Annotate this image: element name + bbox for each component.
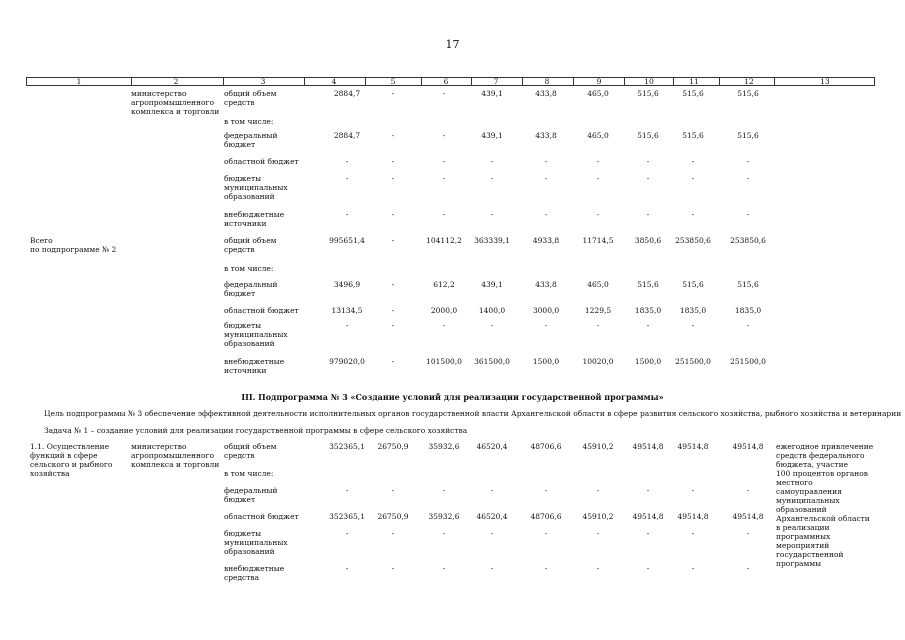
block3-row-label: областной бюджет xyxy=(224,512,299,521)
block2-value: 515,6 xyxy=(637,280,659,289)
block3-value: - xyxy=(442,564,446,573)
block3-value: 46520,4 xyxy=(476,442,508,451)
block1-value: - xyxy=(746,210,750,219)
block3-row-label: внебюджетные средства xyxy=(224,564,285,582)
block3-value: - xyxy=(691,564,695,573)
block2-value: 979020,0 xyxy=(329,357,365,366)
header-col-9: 9 xyxy=(596,77,602,86)
header-col-3: 3 xyxy=(260,77,266,86)
block1-value: - xyxy=(596,157,600,166)
block1-value: - xyxy=(646,210,650,219)
block3-value: - xyxy=(345,529,349,538)
block2-value: - xyxy=(746,321,750,330)
block2-value: 1835,0 xyxy=(734,306,762,315)
header-divider xyxy=(719,78,720,85)
block1-value: 465,0 xyxy=(587,89,609,98)
block3-value: - xyxy=(345,486,349,495)
header-divider xyxy=(573,78,574,85)
block2-value: 1835,0 xyxy=(679,306,707,315)
block1-value: - xyxy=(391,131,395,140)
block1-value: - xyxy=(490,210,494,219)
block1-row-label: в том числе: xyxy=(224,117,274,126)
header-divider xyxy=(522,78,523,85)
block2-value: 3850,6 xyxy=(634,236,662,245)
block2-value: 104112,2 xyxy=(426,236,462,245)
block2-value: 515,6 xyxy=(737,280,759,289)
block3-col13: ежегодное привлечение средств федерального бюджета, участие 100 процентов органов местного самоуправления муниципальных образований Архангельской области в реализации программных мероприятий государственной программы xyxy=(776,442,874,568)
block1-value: 2884,7 xyxy=(333,131,361,140)
block2-value: 253850,6 xyxy=(730,236,766,245)
page-number: 17 xyxy=(445,38,460,51)
block2-value: - xyxy=(691,321,695,330)
header-col-7: 7 xyxy=(493,77,499,86)
block3-row-label: бюджеты муниципальных образований xyxy=(224,529,288,556)
block3-value: 46520,4 xyxy=(476,512,508,521)
header-divider xyxy=(304,78,305,85)
subprogram-task: Задача № 1 – создание условий для реализации государственной программы в сфере сельского хозяйства xyxy=(44,426,468,435)
header-col-6: 6 xyxy=(443,77,449,86)
block2-value: 1400,0 xyxy=(478,306,506,315)
block1-value: 2884,7 xyxy=(333,89,361,98)
block2-value: - xyxy=(544,321,548,330)
block2-value: - xyxy=(442,321,446,330)
block1-value: - xyxy=(691,174,695,183)
block1-value: 515,6 xyxy=(637,89,659,98)
block2-value: 11714,5 xyxy=(582,236,614,245)
block2-value: 251500,0 xyxy=(675,357,711,366)
block2-value: - xyxy=(391,236,395,245)
block1-value: - xyxy=(442,89,446,98)
header-col-11: 11 xyxy=(689,77,699,86)
block1-row-label: федеральный бюджет xyxy=(224,131,278,149)
block2-col1: Всего по подпрограмме № 2 xyxy=(30,236,117,254)
block1-value: - xyxy=(646,174,650,183)
block1-value: - xyxy=(746,174,750,183)
header-col-5: 5 xyxy=(390,77,396,86)
block1-value: - xyxy=(442,210,446,219)
block3-value: - xyxy=(544,564,548,573)
block3-value: 35932,6 xyxy=(428,442,460,451)
block2-value: 612,2 xyxy=(433,280,455,289)
block1-value: - xyxy=(391,89,395,98)
block1-value: - xyxy=(596,210,600,219)
block2-value: 1229,5 xyxy=(584,306,612,315)
block1-value: 439,1 xyxy=(481,89,503,98)
block1-value: - xyxy=(691,157,695,166)
block2-value: 439,1 xyxy=(481,280,503,289)
block2-value: 3000,0 xyxy=(532,306,560,315)
block3-value: 49514,8 xyxy=(677,512,709,521)
block2-value: 101500,0 xyxy=(426,357,462,366)
header-col-10: 10 xyxy=(644,77,654,86)
header-divider xyxy=(131,78,132,85)
block2-row-label: областной бюджет xyxy=(224,306,299,315)
block2-value: - xyxy=(345,321,349,330)
block1-value: 515,6 xyxy=(637,131,659,140)
section-title: III. Подпрограмма № 3 «Создание условий для реализации государственной программы» xyxy=(241,392,664,402)
block3-col2: министерство агропромышленного комплекса и торговли xyxy=(131,442,220,469)
block3-value: - xyxy=(746,564,750,573)
block2-row-label: общий объем средств xyxy=(224,236,277,254)
header-divider xyxy=(673,78,674,85)
block3-value: - xyxy=(691,486,695,495)
block2-value: 515,6 xyxy=(682,280,704,289)
header-divider xyxy=(471,78,472,85)
block1-value: - xyxy=(691,210,695,219)
block2-row-label: внебюджетные источники xyxy=(224,357,285,375)
block1-value: - xyxy=(391,210,395,219)
block1-value: 433,8 xyxy=(535,131,557,140)
block2-value: 1500,0 xyxy=(634,357,662,366)
header-col-13: 13 xyxy=(820,77,830,86)
block3-value: - xyxy=(646,529,650,538)
block3-value: - xyxy=(544,529,548,538)
block1-col2: министерство агропромышленного комплекса и торговли xyxy=(131,89,220,116)
block3-value: 45910,2 xyxy=(582,442,614,451)
block3-value: 49514,8 xyxy=(632,512,664,521)
block1-value: - xyxy=(490,157,494,166)
block1-value: - xyxy=(391,157,395,166)
block3-value: 49514,8 xyxy=(677,442,709,451)
block3-value: 352365,1 xyxy=(329,512,365,521)
block2-row-label: бюджеты муниципальных образований xyxy=(224,321,288,348)
block3-value: - xyxy=(691,529,695,538)
block3-value: - xyxy=(746,486,750,495)
block2-value: 361500,0 xyxy=(474,357,510,366)
header-col-4: 4 xyxy=(331,77,337,86)
header-divider xyxy=(624,78,625,85)
block2-value: 433,8 xyxy=(535,280,557,289)
block3-value: 26750,9 xyxy=(377,442,409,451)
subprogram-goal: Цель подпрограммы № 3 обеспечение эффективной деятельности исполнительных органов государственной власти Архангельской области в сфере развития сельского хозяйства, рыбного хозяйства и ветеринарии xyxy=(44,409,902,418)
block1-value: - xyxy=(544,210,548,219)
block3-value: - xyxy=(596,564,600,573)
block1-value: 515,6 xyxy=(737,131,759,140)
block1-value: - xyxy=(490,174,494,183)
header-col-8: 8 xyxy=(544,77,550,86)
block3-value: - xyxy=(490,529,494,538)
block3-value: - xyxy=(345,564,349,573)
block2-value: - xyxy=(596,321,600,330)
block1-value: - xyxy=(345,210,349,219)
block1-value: 515,6 xyxy=(682,89,704,98)
block1-value: - xyxy=(442,157,446,166)
block3-value: - xyxy=(442,486,446,495)
block3-value: 49514,8 xyxy=(732,442,764,451)
block1-value: - xyxy=(544,174,548,183)
block3-value: - xyxy=(596,486,600,495)
block1-value: - xyxy=(391,174,395,183)
block3-value: - xyxy=(746,529,750,538)
block2-value: - xyxy=(391,321,395,330)
block1-row-label: бюджеты муниципальных образований xyxy=(224,174,288,201)
block1-value: 515,6 xyxy=(737,89,759,98)
block3-value: - xyxy=(646,486,650,495)
header-divider xyxy=(774,78,775,85)
block1-value: - xyxy=(646,157,650,166)
block2-value: 1835,0 xyxy=(634,306,662,315)
block1-value: 433,8 xyxy=(535,89,557,98)
block3-value: - xyxy=(391,564,395,573)
block3-value: 49514,8 xyxy=(632,442,664,451)
block3-value: 352365,1 xyxy=(329,442,365,451)
header-divider xyxy=(421,78,422,85)
table-header-row xyxy=(26,77,875,86)
block1-row-label: общий объем средств xyxy=(224,89,277,107)
block1-value: - xyxy=(596,174,600,183)
block3-value: - xyxy=(544,486,548,495)
block1-value: 465,0 xyxy=(587,131,609,140)
header-divider xyxy=(365,78,366,85)
block3-value: - xyxy=(490,486,494,495)
block1-value: - xyxy=(544,157,548,166)
block1-row-label: внебюджетные источники xyxy=(224,210,285,228)
block1-value: - xyxy=(442,131,446,140)
block2-value: - xyxy=(646,321,650,330)
block1-value: - xyxy=(442,174,446,183)
block3-value: 26750,9 xyxy=(377,512,409,521)
block2-value: - xyxy=(391,280,395,289)
block3-value: 48706,6 xyxy=(530,442,562,451)
block3-row-label: федеральный бюджет xyxy=(224,486,278,504)
block3-value: 35932,6 xyxy=(428,512,460,521)
block2-value: 2000,0 xyxy=(430,306,458,315)
header-col-1: 1 xyxy=(76,77,82,86)
block2-value: 13134,5 xyxy=(331,306,363,315)
block2-value: 995651,4 xyxy=(329,236,365,245)
block2-value: 363339,1 xyxy=(474,236,510,245)
block3-value: - xyxy=(391,486,395,495)
block1-value: 515,6 xyxy=(682,131,704,140)
block3-value: - xyxy=(442,529,446,538)
block3-value: - xyxy=(391,529,395,538)
block3-value: - xyxy=(596,529,600,538)
block2-value: 4933,8 xyxy=(532,236,560,245)
block2-value: 10020,0 xyxy=(582,357,614,366)
block3-row-label: общий объем средств xyxy=(224,442,277,460)
block3-value: 49514,8 xyxy=(732,512,764,521)
header-divider xyxy=(223,78,224,85)
header-col-12: 12 xyxy=(744,77,754,86)
block2-value: - xyxy=(490,321,494,330)
block1-value: 439,1 xyxy=(481,131,503,140)
block1-value: - xyxy=(746,157,750,166)
block1-value: - xyxy=(345,174,349,183)
block3-value: 45910,2 xyxy=(582,512,614,521)
block2-row-label: федеральный бюджет xyxy=(224,280,278,298)
block2-value: 1500,0 xyxy=(532,357,560,366)
block3-value: - xyxy=(646,564,650,573)
block2-value: - xyxy=(391,357,395,366)
block2-row-label: в том числе: xyxy=(224,264,274,273)
block2-value: 253850,6 xyxy=(675,236,711,245)
block3-value: 48706,6 xyxy=(530,512,562,521)
block3-value: - xyxy=(490,564,494,573)
block2-value: 3496,9 xyxy=(333,280,361,289)
block1-row-label: областной бюджет xyxy=(224,157,299,166)
block2-value: 251500,0 xyxy=(730,357,766,366)
block1-value: - xyxy=(345,157,349,166)
header-col-2: 2 xyxy=(173,77,179,86)
block2-value: 465,0 xyxy=(587,280,609,289)
block3-col1: 1.1. Осуществление функций в сфере сельского и рыбного хозяйства xyxy=(30,442,113,478)
block2-value: - xyxy=(391,306,395,315)
block3-row-label: в том числе: xyxy=(224,469,274,478)
